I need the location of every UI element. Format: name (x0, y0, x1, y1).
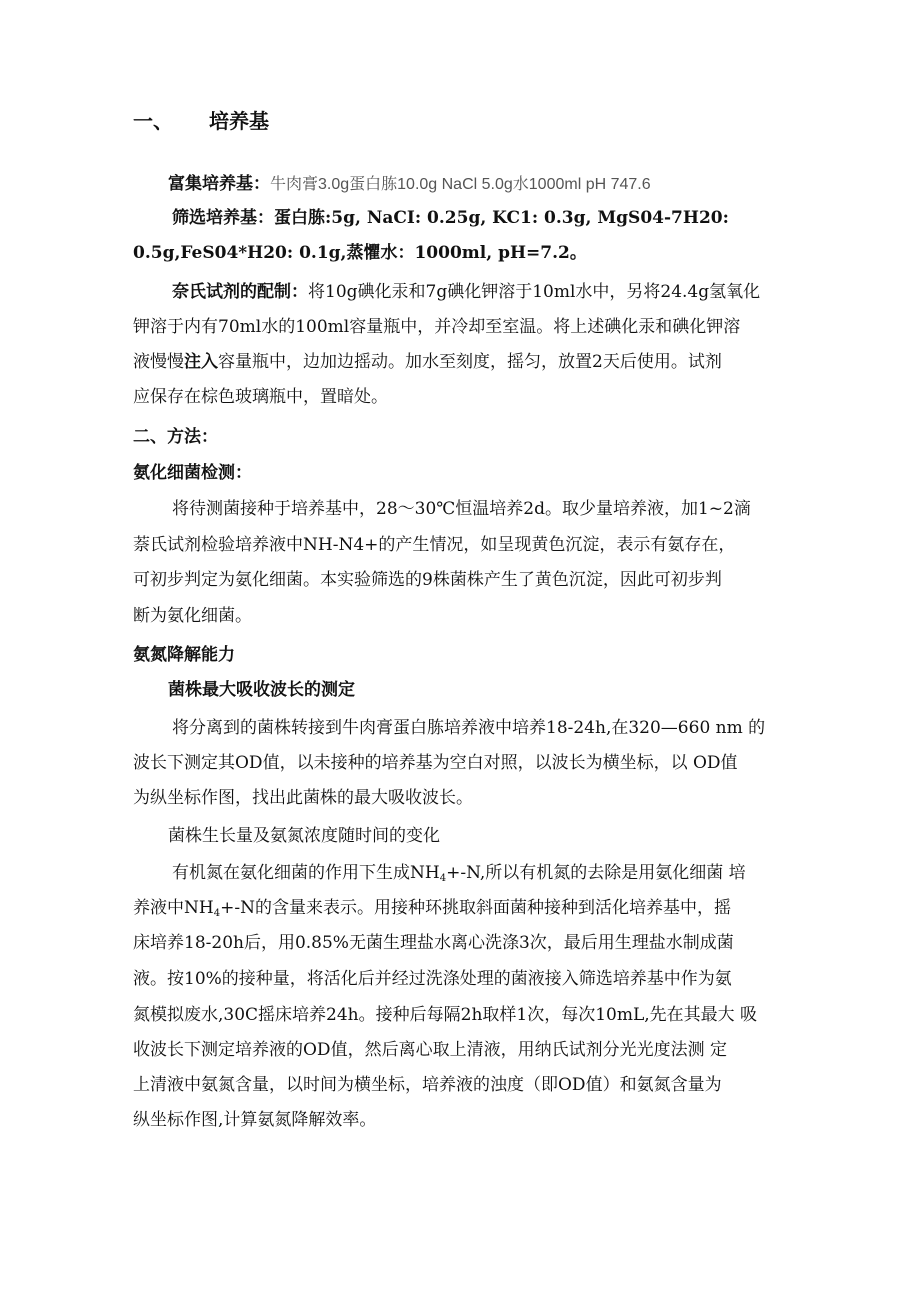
section-title: 培养基 (209, 109, 269, 133)
paragraph-line: 波长下测定其OD值，以未接种的培养基为空白对照，以波长为横坐标，以 OD值 (133, 753, 738, 773)
enrich-text: 牛肉膏3.0g蛋白胨10.0g NaCl 5.0g水1000ml pH 747.6 (270, 176, 651, 193)
text: 容量瓶中，边加边摇动。加水至刻度，摇匀，放置2天后使用。试剂 (218, 352, 722, 372)
paragraph-line: 为纵坐标作图，找出此菌株的最大吸收波长。 (133, 788, 473, 808)
section-heading-2: 二、方法： (133, 427, 218, 447)
subscript: 4 (439, 873, 447, 884)
degrade-heading: 氨氮降解能力 (133, 645, 235, 665)
text: +-N的含量来表示。用接种环挑取斜面菌种接种到活化培养基中，摇 (220, 898, 731, 918)
paragraph-line: 氮模拟废水,30C摇床培养24h。接种后每隔2h取样1次，每次10mL,先在其最大 吸 (133, 1005, 758, 1025)
section-heading-1 (133, 110, 269, 132)
text: 0.5g,FeS04*H20: 0.1g, (133, 243, 347, 263)
nessler-line2: 钾溶于内有70ml水的100ml容量瓶中，并冷却至室温。将上述碘化汞和碘化钾溶 (133, 317, 741, 337)
screen-label: 筛选培养基： (172, 208, 274, 228)
section-number: 一、 (133, 109, 173, 133)
text: 有机氮在氨化细菌的作用下生成NH (172, 863, 440, 883)
paragraph-line: 收波长下测定培养液的OD值，然后离心取上清液，用纳氏试剂分光光度法测 定 (133, 1040, 727, 1060)
text: 液慢慢 (133, 352, 184, 372)
paragraph-line: 将分离到的菌株转接到牛肉膏蛋白胨培养液中培养18-24h,在320—660 nm 的 (172, 718, 766, 738)
nessler-line1 (172, 281, 760, 303)
paragraph-line (133, 897, 731, 925)
enrich-medium (168, 173, 651, 196)
text: 注入 (184, 352, 218, 372)
enrich-label: 富集培养基： (168, 174, 270, 194)
paragraph-line: 将待测菌接种于培养基中，28〜30℃恒温培养2d。取少量培养液，加1~2滴 (172, 499, 751, 519)
growth-heading: 菌株生长量及氨氮浓度随时间的变化 (168, 826, 440, 846)
text: +-N,所以有机氮的去除是用氨化细菌 培 (446, 863, 746, 883)
text: 蒸懼水 (346, 243, 398, 263)
ammonify-heading: 氨化细菌检测： (133, 463, 252, 483)
wavelength-heading: 菌株最大吸收波长的测定 (168, 680, 355, 700)
nessler-line3 (133, 351, 722, 373)
text: 养液中NH (133, 898, 214, 918)
text: ：1000ml, pH=7.2。 (397, 243, 587, 263)
paragraph-line: 纵坐标作图,计算氨氮降解效率。 (133, 1110, 377, 1130)
nessler-line4: 应保存在棕色玻璃瓶中，置暗处。 (133, 387, 388, 407)
text: 将10g碘化汞和7g碘化钾溶于10ml水中，另将24.4g氢氧化 (308, 282, 761, 302)
paragraph-line: 上清液中氨氮含量，以时间为横坐标，培养液的浊度（即OD值）和氨氮含量为 (133, 1075, 722, 1095)
screen-medium-line2 (133, 242, 587, 264)
paragraph-line: 萘氏试剂检验培养液中NH-N4+的产生情况，如呈现黄色沉淀，表示有氨存在， (133, 535, 736, 555)
paragraph-line: 床培养18-20h后，用0.85%无菌生理盐水离心洗涤3次，最后用生理盐水制成菌 (133, 933, 734, 953)
paragraph-line: 液。按10%的接种量，将活化后并经过洗涤处理的菌液接入筛选培养基中作为氨 (133, 969, 732, 989)
paragraph-line: 可初步判定为氨化细菌。本实验筛选的9株菌株产生了黄色沉淀，因此可初步判 (133, 570, 722, 590)
screen-medium-line1 (172, 207, 729, 229)
nessler-label: 奈氏试剂的配制： (172, 282, 308, 302)
paragraph-line (172, 862, 746, 890)
screen-text: 蛋白胨:5g, NaCI: 0.25g, KC1: 0.3g, MgS04-7H20: (274, 208, 729, 228)
subscript: 4 (213, 908, 221, 919)
paragraph-line: 断为氨化细菌。 (133, 606, 252, 626)
